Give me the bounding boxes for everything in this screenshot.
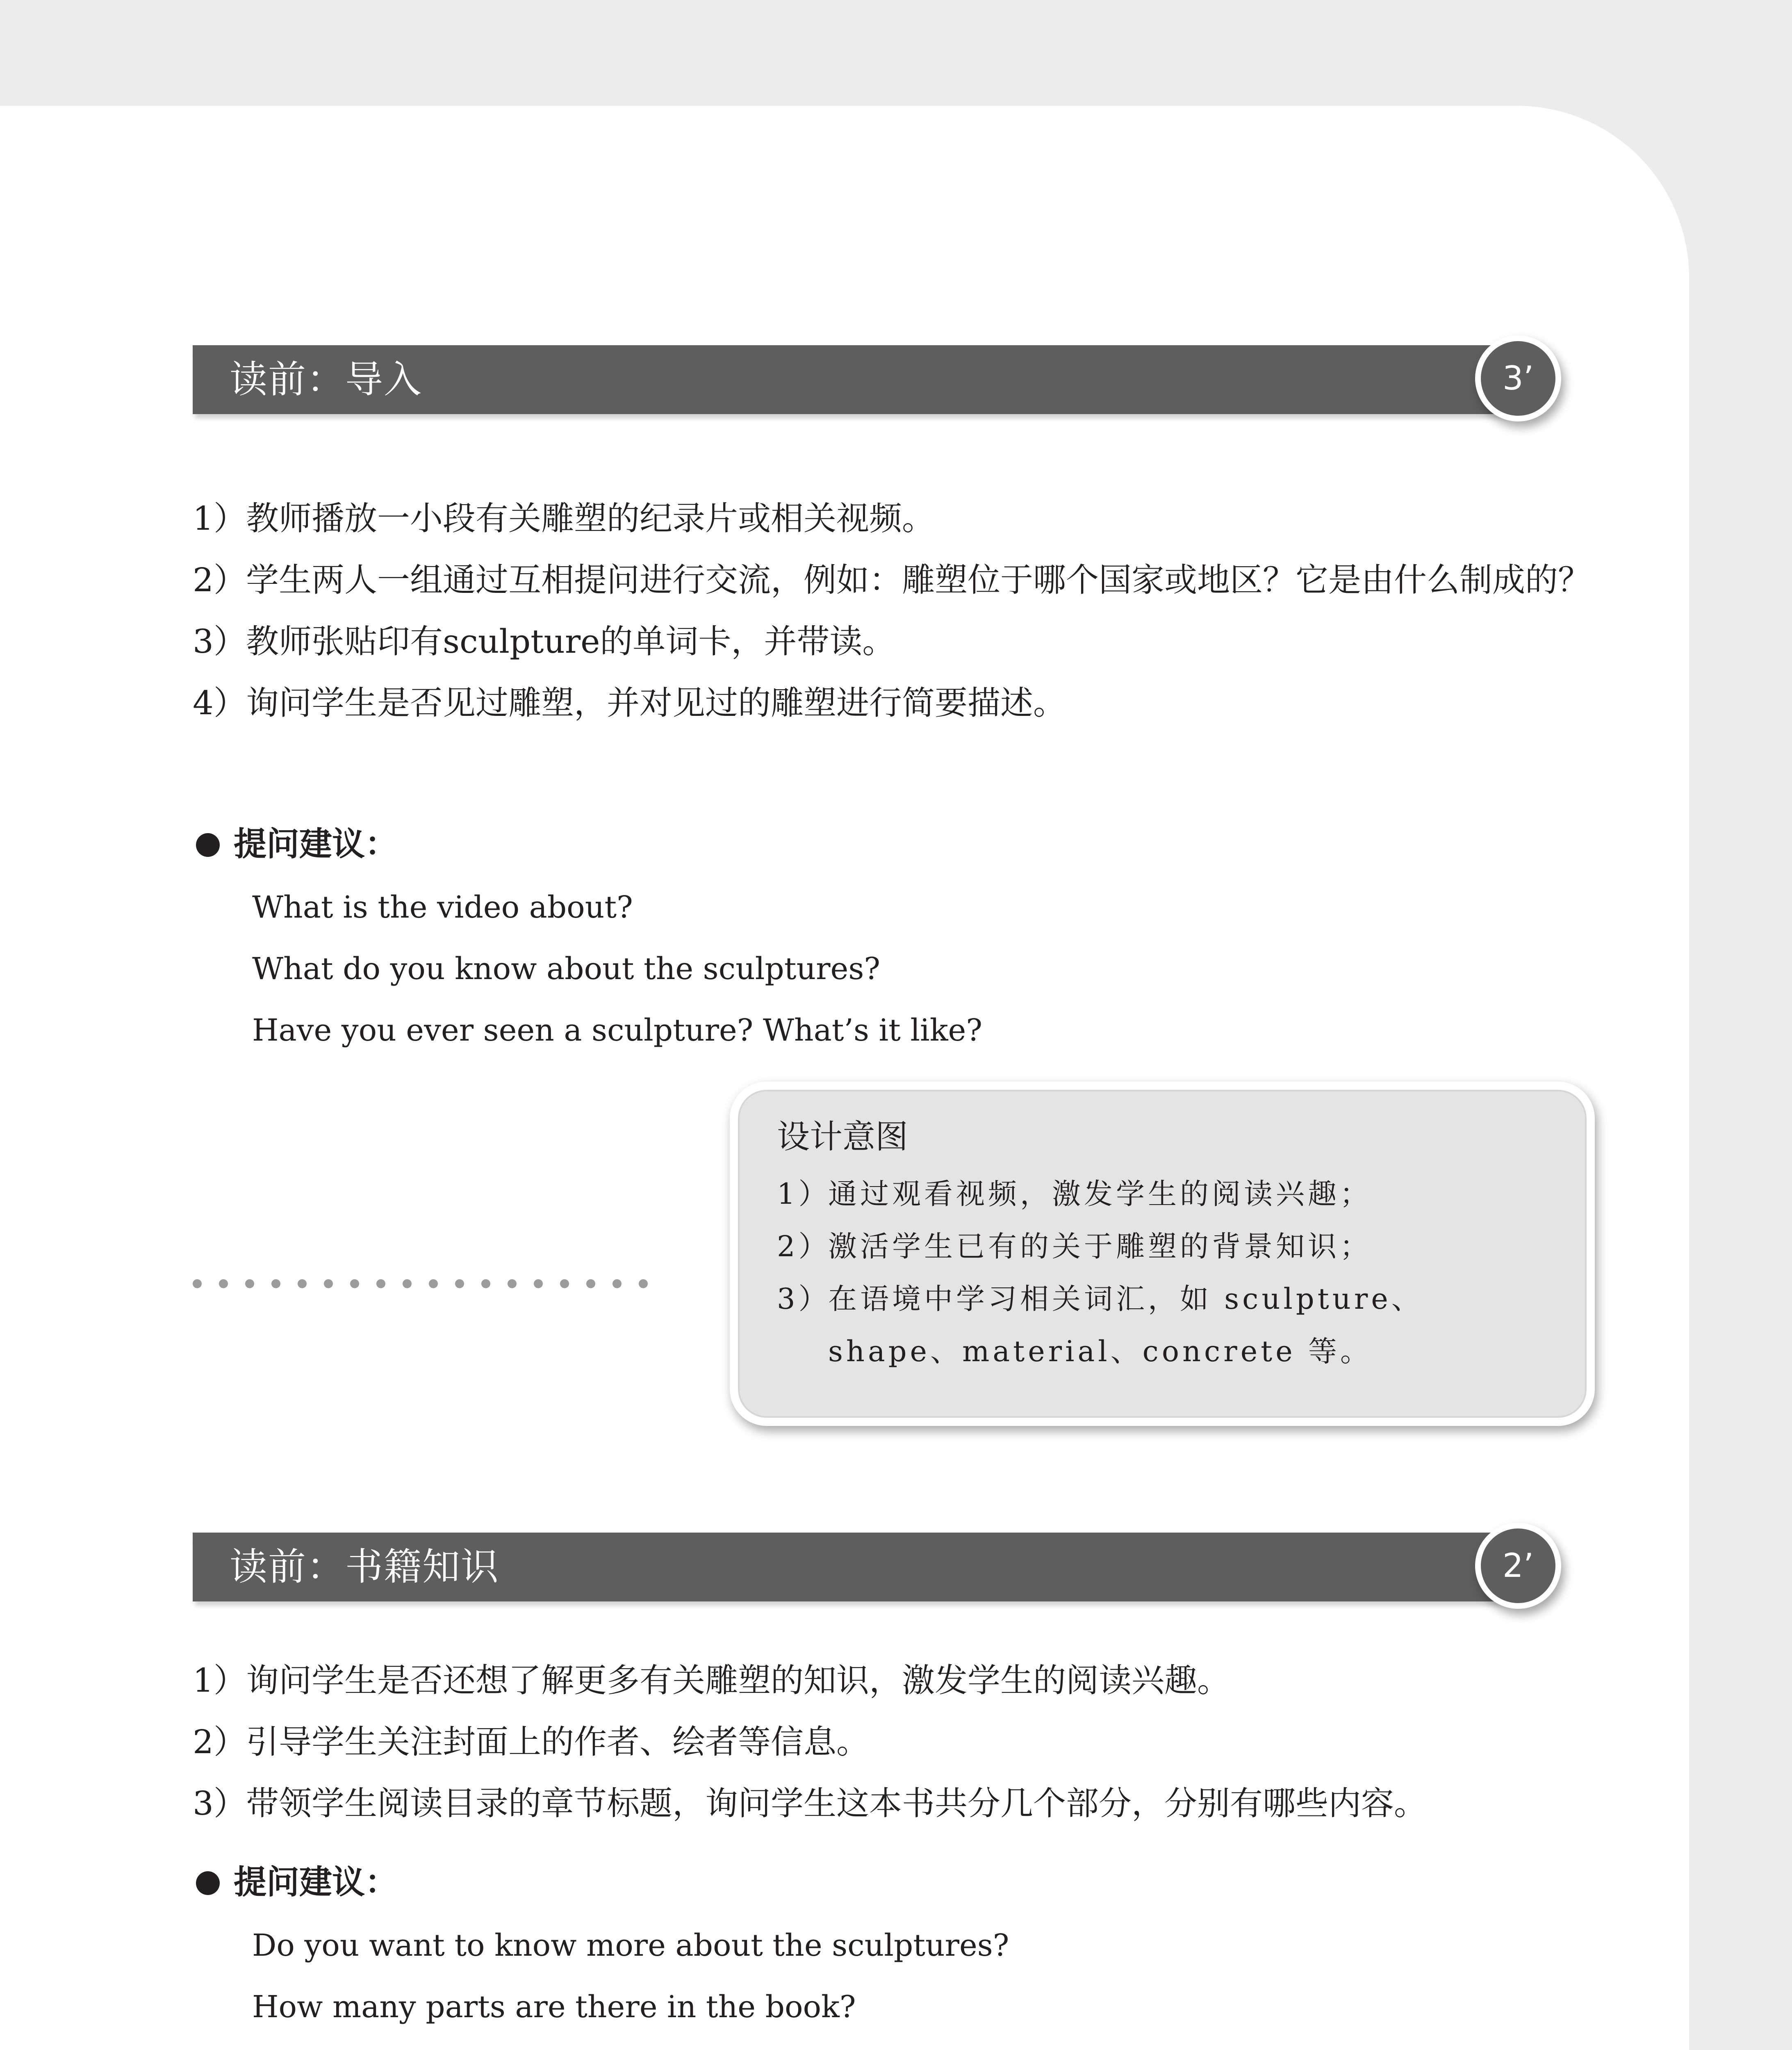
list-item: 3） 带领学生阅读目录的章节标题，询问学生这本书共分几个部分，分别有哪些内容。 xyxy=(193,1784,1427,1822)
intent-title: 设计意图 xyxy=(777,1118,908,1156)
list-item: 2） 引导学生关注封面上的作者、绘者等信息。 xyxy=(193,1723,869,1761)
list-item: Have you ever seen a sculpture? What’s it like? xyxy=(252,1013,983,1048)
list-item: 1） 教师播放一小段有关雕塑的纪录片或相关视频。 xyxy=(193,499,935,538)
time-badge: 3’ xyxy=(1475,335,1561,421)
question-list xyxy=(252,1915,1009,2050)
dotted-leader xyxy=(193,1279,648,1289)
list-item: How many parts are there in the book? xyxy=(252,1989,856,2025)
list-item: What do you know about the sculptures? xyxy=(252,951,880,986)
list-item: 2） 激活学生已有的关于雕塑的背景知识； xyxy=(777,1230,1372,1263)
bullet-icon xyxy=(196,833,220,857)
list-item xyxy=(252,2038,1009,2050)
section-title: 读前：导入 xyxy=(230,358,423,401)
list-item: What is the video about? xyxy=(252,890,633,925)
list-item: 3） 在语境中学习相关词汇，如 sculpture、shape、material、concrete 等。 xyxy=(777,1282,1423,1368)
intent-list xyxy=(777,1168,1550,1378)
questions-heading: 提问建议： xyxy=(196,1860,398,1905)
section-header-intro xyxy=(193,345,1513,414)
section-header-book-knowledge xyxy=(193,1533,1513,1601)
design-intent-box xyxy=(730,1082,1595,1426)
question-list xyxy=(252,877,982,1061)
step-list xyxy=(193,488,1607,734)
step-list xyxy=(193,1650,1607,1834)
list-item: 3） 教师张贴印有sculpture的单词卡，并带读。 xyxy=(193,622,895,661)
time-badge: 2’ xyxy=(1475,1523,1561,1609)
bullet-icon xyxy=(196,1871,220,1895)
list-item: 1） 询问学生是否还想了解更多有关雕塑的知识，激发学生的阅读兴趣。 xyxy=(193,1661,1230,1699)
list-item: 1） 通过观看视频，激发学生的阅读兴趣； xyxy=(777,1177,1372,1211)
section-title: 读前：书籍知识 xyxy=(230,1545,500,1589)
list-item: 4） 询问学生是否见过雕塑，并对见过的雕塑进行简要描述。 xyxy=(193,684,1066,722)
questions-heading: 提问建议： xyxy=(196,822,398,867)
list-item: Do you want to know more about the sculptures? xyxy=(252,1928,1009,1963)
list-item: 2） 学生两人一组通过互相提问进行交流，例如：雕塑位于哪个国家或地区？它是由什么制成的？ xyxy=(193,561,1591,599)
